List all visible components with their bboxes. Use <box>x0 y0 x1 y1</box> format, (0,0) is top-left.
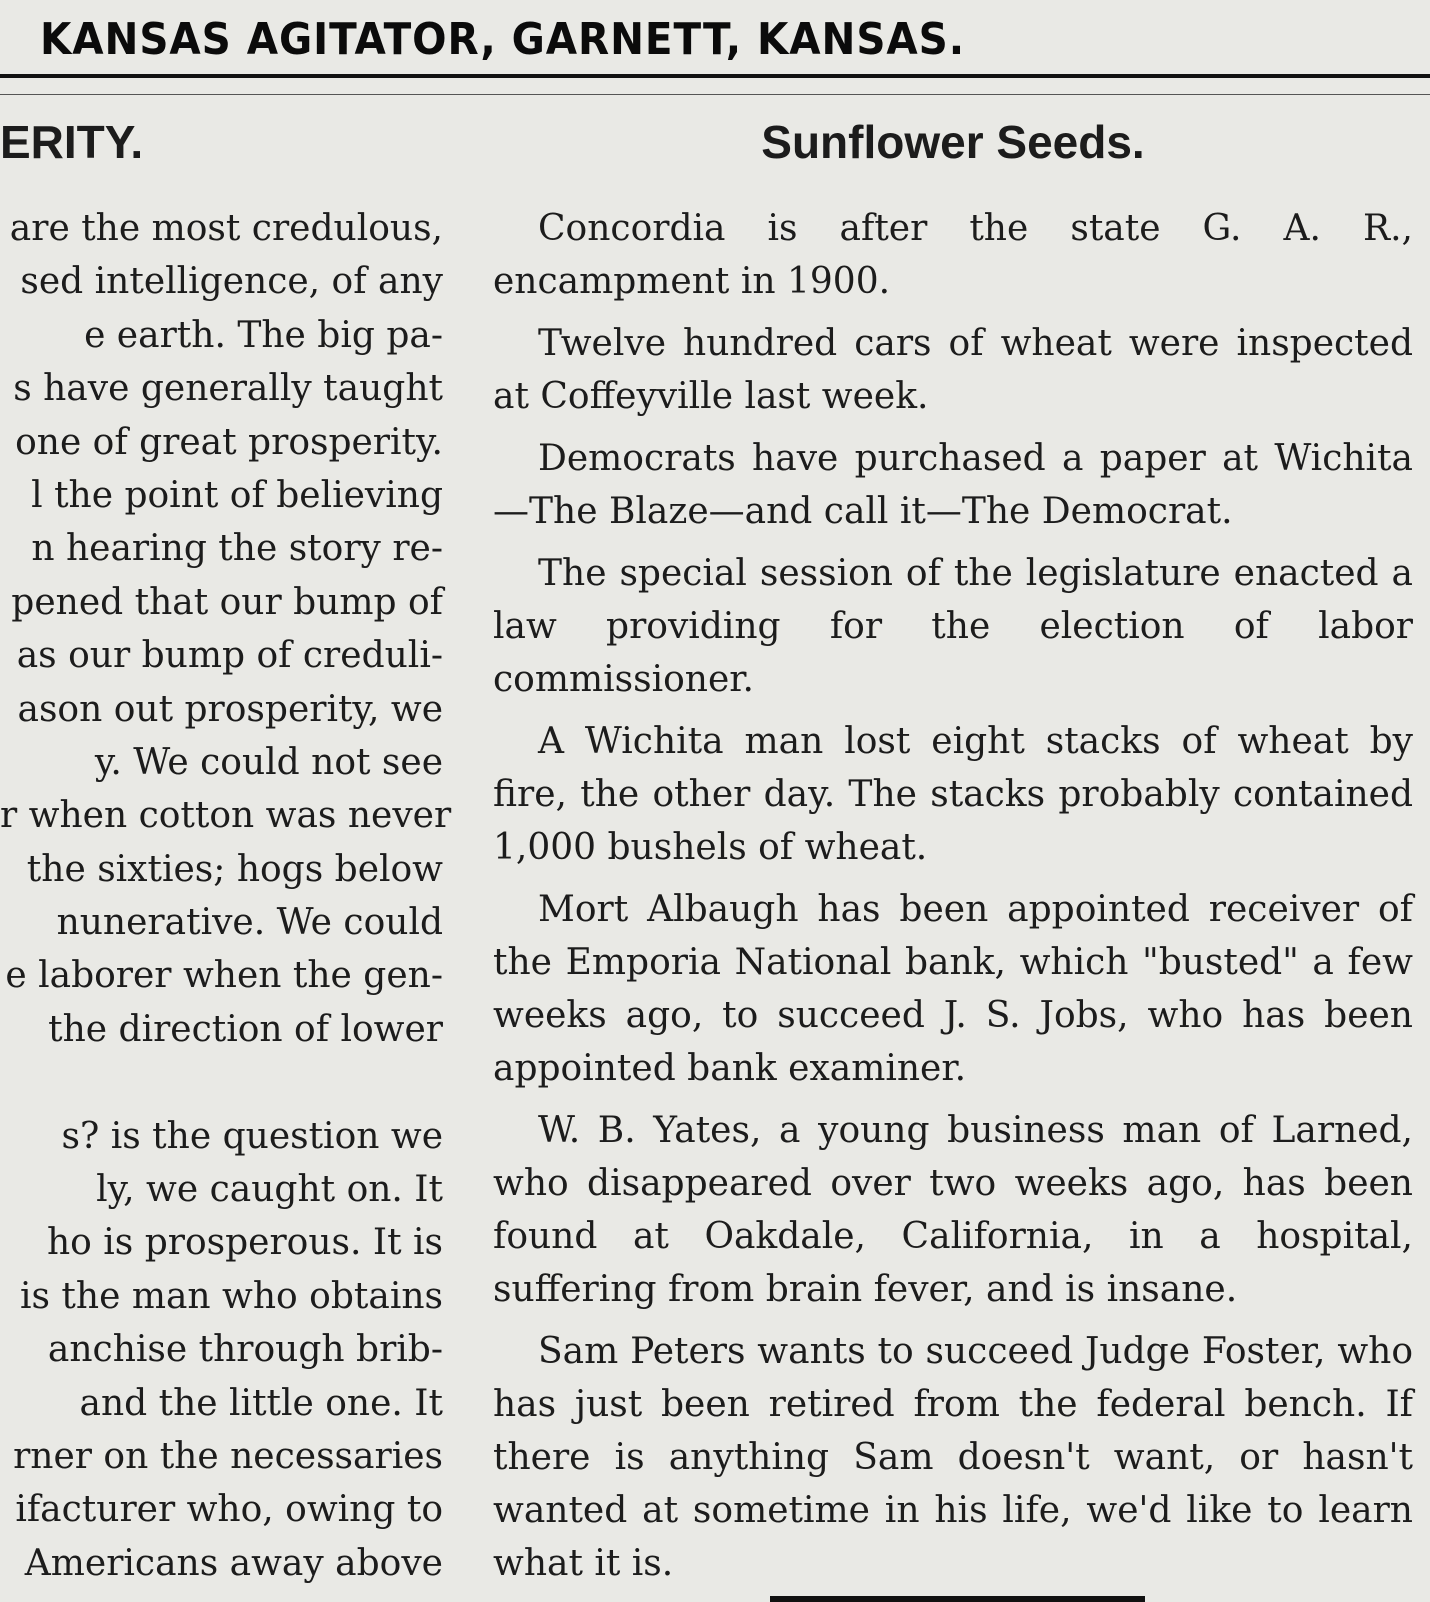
left-column-line: l the point of believing <box>31 474 443 516</box>
left-column-line: as our bump of creduli- <box>16 635 443 677</box>
news-item: Sam Peters wants to succeed Judge Foster, who has just been retired from the federal bench. If there is anything Sam doesn't want, or hasn't wanted at sometime in his life, we'd like to learn what it is. <box>493 1331 1413 1584</box>
news-item: W. B. Yates, a young business man of Larned, who disappeared over two weeks ago, has been found at Oakdale, California, in a hospital, suffering from brain fever, and is insane. <box>493 1110 1413 1310</box>
news-item: Mort Albaugh has been appointed receiver of the Emporia National bank, which "busted" a few weeks ago, to succeed J. S. Jobs, who has been appointed bank examiner. <box>493 889 1413 1089</box>
left-column-heading: ERITY. <box>0 116 144 168</box>
left-column-line: nunerative. We could <box>56 902 443 944</box>
left-column-line: s? is the question we <box>61 1115 443 1157</box>
left-column-line: n hearing the story re- <box>31 528 443 570</box>
article-headline: Sunflower Seeds. <box>761 116 1145 168</box>
masthead: KANSAS AGITATOR, GARNETT, KANSAS. <box>40 14 966 65</box>
right-column <box>493 112 1413 1599</box>
news-item: Democrats have purchased a paper at Wichita —The Blaze—and call it—The Democrat. <box>493 438 1413 532</box>
left-column-line: ason out prosperity, we <box>17 688 443 730</box>
section-end-rule <box>770 1596 1145 1602</box>
left-column-line: is the man who obtains <box>20 1275 443 1317</box>
left-column-line: and the little one. It <box>79 1382 443 1424</box>
left-column-line: are the most credulous, <box>9 208 443 249</box>
left-column-line: e laborer when the gen- <box>5 955 443 997</box>
left-column-line: ifacturer who, owing to <box>15 1489 443 1531</box>
left-column <box>0 112 455 1592</box>
left-column-line: ho is prosperous. It is <box>46 1222 443 1264</box>
masthead-thin-rule <box>0 94 1430 95</box>
left-column-line: r when cotton was never <box>0 795 452 837</box>
news-item: Concordia is after the state G. A. R., encampment in 1900. <box>493 208 1413 302</box>
left-column-line: anchise through brib- <box>47 1329 443 1371</box>
left-column-line: the direction of lower <box>48 1008 443 1050</box>
left-column-line: rner on the necessaries <box>13 1435 443 1477</box>
news-item: The special session of the legislature enacted a law providing for the election of labor commissioner. <box>493 553 1413 700</box>
left-column-line: Americans away above <box>24 1542 443 1584</box>
left-column-line: ly, we caught on. It <box>96 1169 443 1211</box>
news-item: A Wichita man lost eight stacks of wheat by fire, the other day. The stacks probably contained 1,000 bushels of wheat. <box>493 721 1413 868</box>
left-column-blank-line <box>0 1056 455 1109</box>
left-column-line: one of great prosperity. <box>15 421 443 463</box>
left-column-line: s have generally taught <box>13 368 443 410</box>
left-column-line: y. We could not see <box>94 741 443 783</box>
left-column-line: the sixties; hogs below <box>26 848 443 890</box>
news-item: Twelve hundred cars of wheat were inspected at Coffeyville last week. <box>493 323 1413 417</box>
left-column-line: sed intelligence, of any <box>20 261 443 303</box>
masthead-rule <box>0 74 1430 78</box>
left-column-line: e earth. The big pa- <box>84 314 443 356</box>
left-column-line: pened that our bump of <box>11 581 443 623</box>
